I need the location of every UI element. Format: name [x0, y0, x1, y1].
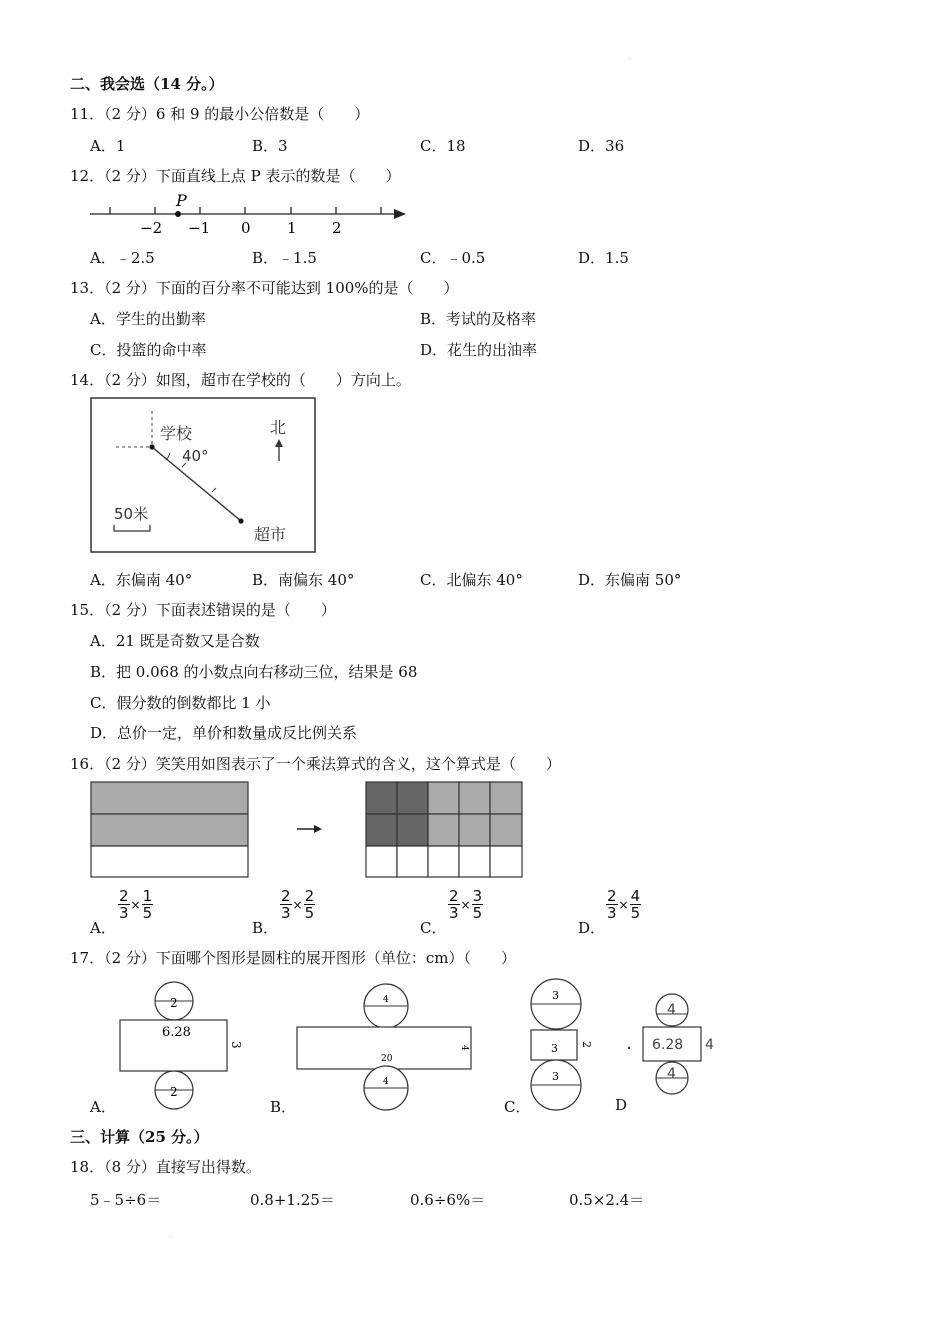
calc-item-4[interactable]: 0.5×2.4＝: [569, 1191, 645, 1209]
q11-option-a[interactable]: A．1: [90, 137, 126, 155]
q13-option-a[interactable]: A．学生的出勤率: [90, 310, 206, 328]
tick-label: 2: [332, 219, 342, 237]
fig-d-height: 4: [705, 1037, 714, 1053]
q14-option-d[interactable]: D．东偏南 50°: [578, 571, 682, 589]
q16-option-a-expression[interactable]: $\frac{2}{3}$ × $\frac{1}{5}$: [119, 887, 153, 922]
q14-option-a[interactable]: A．东偏南 40°: [90, 571, 193, 589]
q17-option-c[interactable]: C．: [504, 1098, 531, 1116]
point-p-marker: [175, 211, 181, 217]
fig-a-length: 6.28: [162, 1025, 191, 1040]
q12-option-b[interactable]: B．﹣1.5: [252, 249, 317, 267]
school-label: 学校: [160, 424, 193, 443]
cylinder-net-c: [528, 978, 598, 1112]
section-title-choice: 二、我会选（14 分。）: [70, 75, 224, 93]
q16-option-c-label[interactable]: C．: [420, 919, 447, 937]
fig-b-height: 4: [459, 1045, 469, 1051]
question-14-stem: 14．（2 分）如图，超市在学校的（ ）方向上。: [70, 371, 411, 389]
question-17-stem: 17．（2 分）下面哪个图形是圆柱的展开图形（单位：cm）（ ）: [70, 949, 517, 967]
tick-label: 1: [287, 219, 297, 237]
fig-a-bottom-diameter: 2: [170, 1085, 178, 1099]
fig-b-length: 20: [381, 1054, 393, 1064]
fig-c-top-diameter: 3: [552, 989, 559, 1002]
q15-option-b[interactable]: B．把 0.068 的小数点向右移动三位，结果是 68: [90, 663, 418, 681]
q11-option-b[interactable]: B．3: [252, 137, 288, 155]
north-label: 北: [270, 418, 287, 437]
fig-a-height: 3: [229, 1041, 243, 1049]
calc-item-2[interactable]: 0.8+1.25＝: [250, 1191, 335, 1209]
fig-c-length: 3: [551, 1042, 558, 1055]
q16-option-d-label[interactable]: D．: [578, 919, 606, 937]
direction-map: [90, 397, 318, 554]
q13-option-c[interactable]: C．投篮的命中率: [90, 341, 207, 359]
q14-option-b[interactable]: B．南偏东 40°: [252, 571, 355, 589]
angle-label: 40°: [182, 447, 209, 465]
q11-option-c[interactable]: C．18: [420, 137, 466, 155]
fig-d-top-diameter: 4: [667, 1002, 676, 1018]
question-15-stem: 15．（2 分）下面表述错误的是（ ）: [70, 601, 336, 619]
question-18-stem: 18．（8 分）直接写出得数。: [70, 1158, 261, 1176]
q15-option-c[interactable]: C．假分数的倒数都比 1 小: [90, 694, 271, 712]
decorative-dot: ·: [170, 1234, 172, 1241]
calc-item-3[interactable]: 0.6÷6%＝: [410, 1191, 486, 1209]
fig-b-top-diameter: 4: [383, 995, 389, 1005]
q17-option-a[interactable]: A．: [90, 1098, 116, 1116]
q16-option-b-label[interactable]: B．: [252, 919, 279, 937]
fig-a-top-diameter: 2: [170, 996, 178, 1010]
scale-label: 50米: [114, 505, 149, 523]
q13-option-b[interactable]: B．考试的及格率: [420, 310, 537, 328]
q12-option-c[interactable]: C．﹣0.5: [420, 249, 486, 267]
decorative-dot: ·: [628, 56, 630, 63]
q15-option-d[interactable]: D．总价一定，单价和数量成反比例关系: [90, 724, 358, 742]
q16-option-b-expression[interactable]: $\frac{2}{3}$ × $\frac{2}{5}$: [281, 887, 315, 922]
fig-b-bottom-diameter: 4: [383, 1077, 389, 1087]
question-12-stem: 12．（2 分）下面直线上点 P 表示的数是（ ）: [70, 167, 401, 185]
q17-option-d[interactable]: D: [615, 1096, 628, 1114]
q15-option-a[interactable]: A．21 既是奇数又是合数: [90, 632, 260, 650]
calc-item-1[interactable]: 5﹣5÷6＝: [90, 1191, 162, 1209]
q12-option-a[interactable]: A．﹣2.5: [90, 249, 155, 267]
q12-option-d[interactable]: D．1.5: [578, 249, 629, 267]
q16-option-d-expression[interactable]: $\frac{2}{3}$ × $\frac{4}{5}$: [607, 887, 641, 922]
tick-label: 0: [241, 219, 251, 237]
question-11-stem: 11．（2 分）6 和 9 的最小公倍数是（ ）: [70, 105, 370, 123]
fig-d-bottom-diameter: 4: [667, 1066, 676, 1082]
fig-c-bottom-diameter: 3: [552, 1070, 559, 1083]
q16-option-a-label[interactable]: A．: [90, 919, 116, 937]
q17-option-b[interactable]: B．: [270, 1098, 297, 1116]
tick-label: −1: [188, 219, 211, 237]
q16-option-c-expression[interactable]: $\frac{2}{3}$ × $\frac{3}{5}$: [449, 887, 483, 922]
section-title-calculation: 三、计算（25 分。）: [70, 1128, 209, 1146]
cylinder-net-b: [295, 985, 475, 1111]
q11-option-d[interactable]: D．36: [578, 137, 625, 155]
q14-option-c[interactable]: C．北偏东 40°: [420, 571, 523, 589]
cylinder-net-d: [626, 993, 726, 1099]
fig-c-height: 2: [580, 1041, 593, 1048]
question-16-stem: 16．（2 分）笑笑用如图表示了一个乘法算式的含义，这个算式是（ ）: [70, 755, 561, 773]
cylinder-net-a: [118, 980, 248, 1104]
q13-option-d[interactable]: D．花生的出油率: [420, 341, 538, 359]
question-13-stem: 13．（2 分）下面的百分率不可能达到 100%的是（ ）: [70, 279, 459, 297]
fig-d-length: 6.28: [652, 1037, 684, 1053]
tick-label: −2: [140, 219, 163, 237]
number-line: [88, 190, 418, 238]
multiplication-diagram: [90, 781, 530, 879]
point-p-label: P: [176, 191, 187, 210]
market-label: 超市: [254, 525, 287, 544]
